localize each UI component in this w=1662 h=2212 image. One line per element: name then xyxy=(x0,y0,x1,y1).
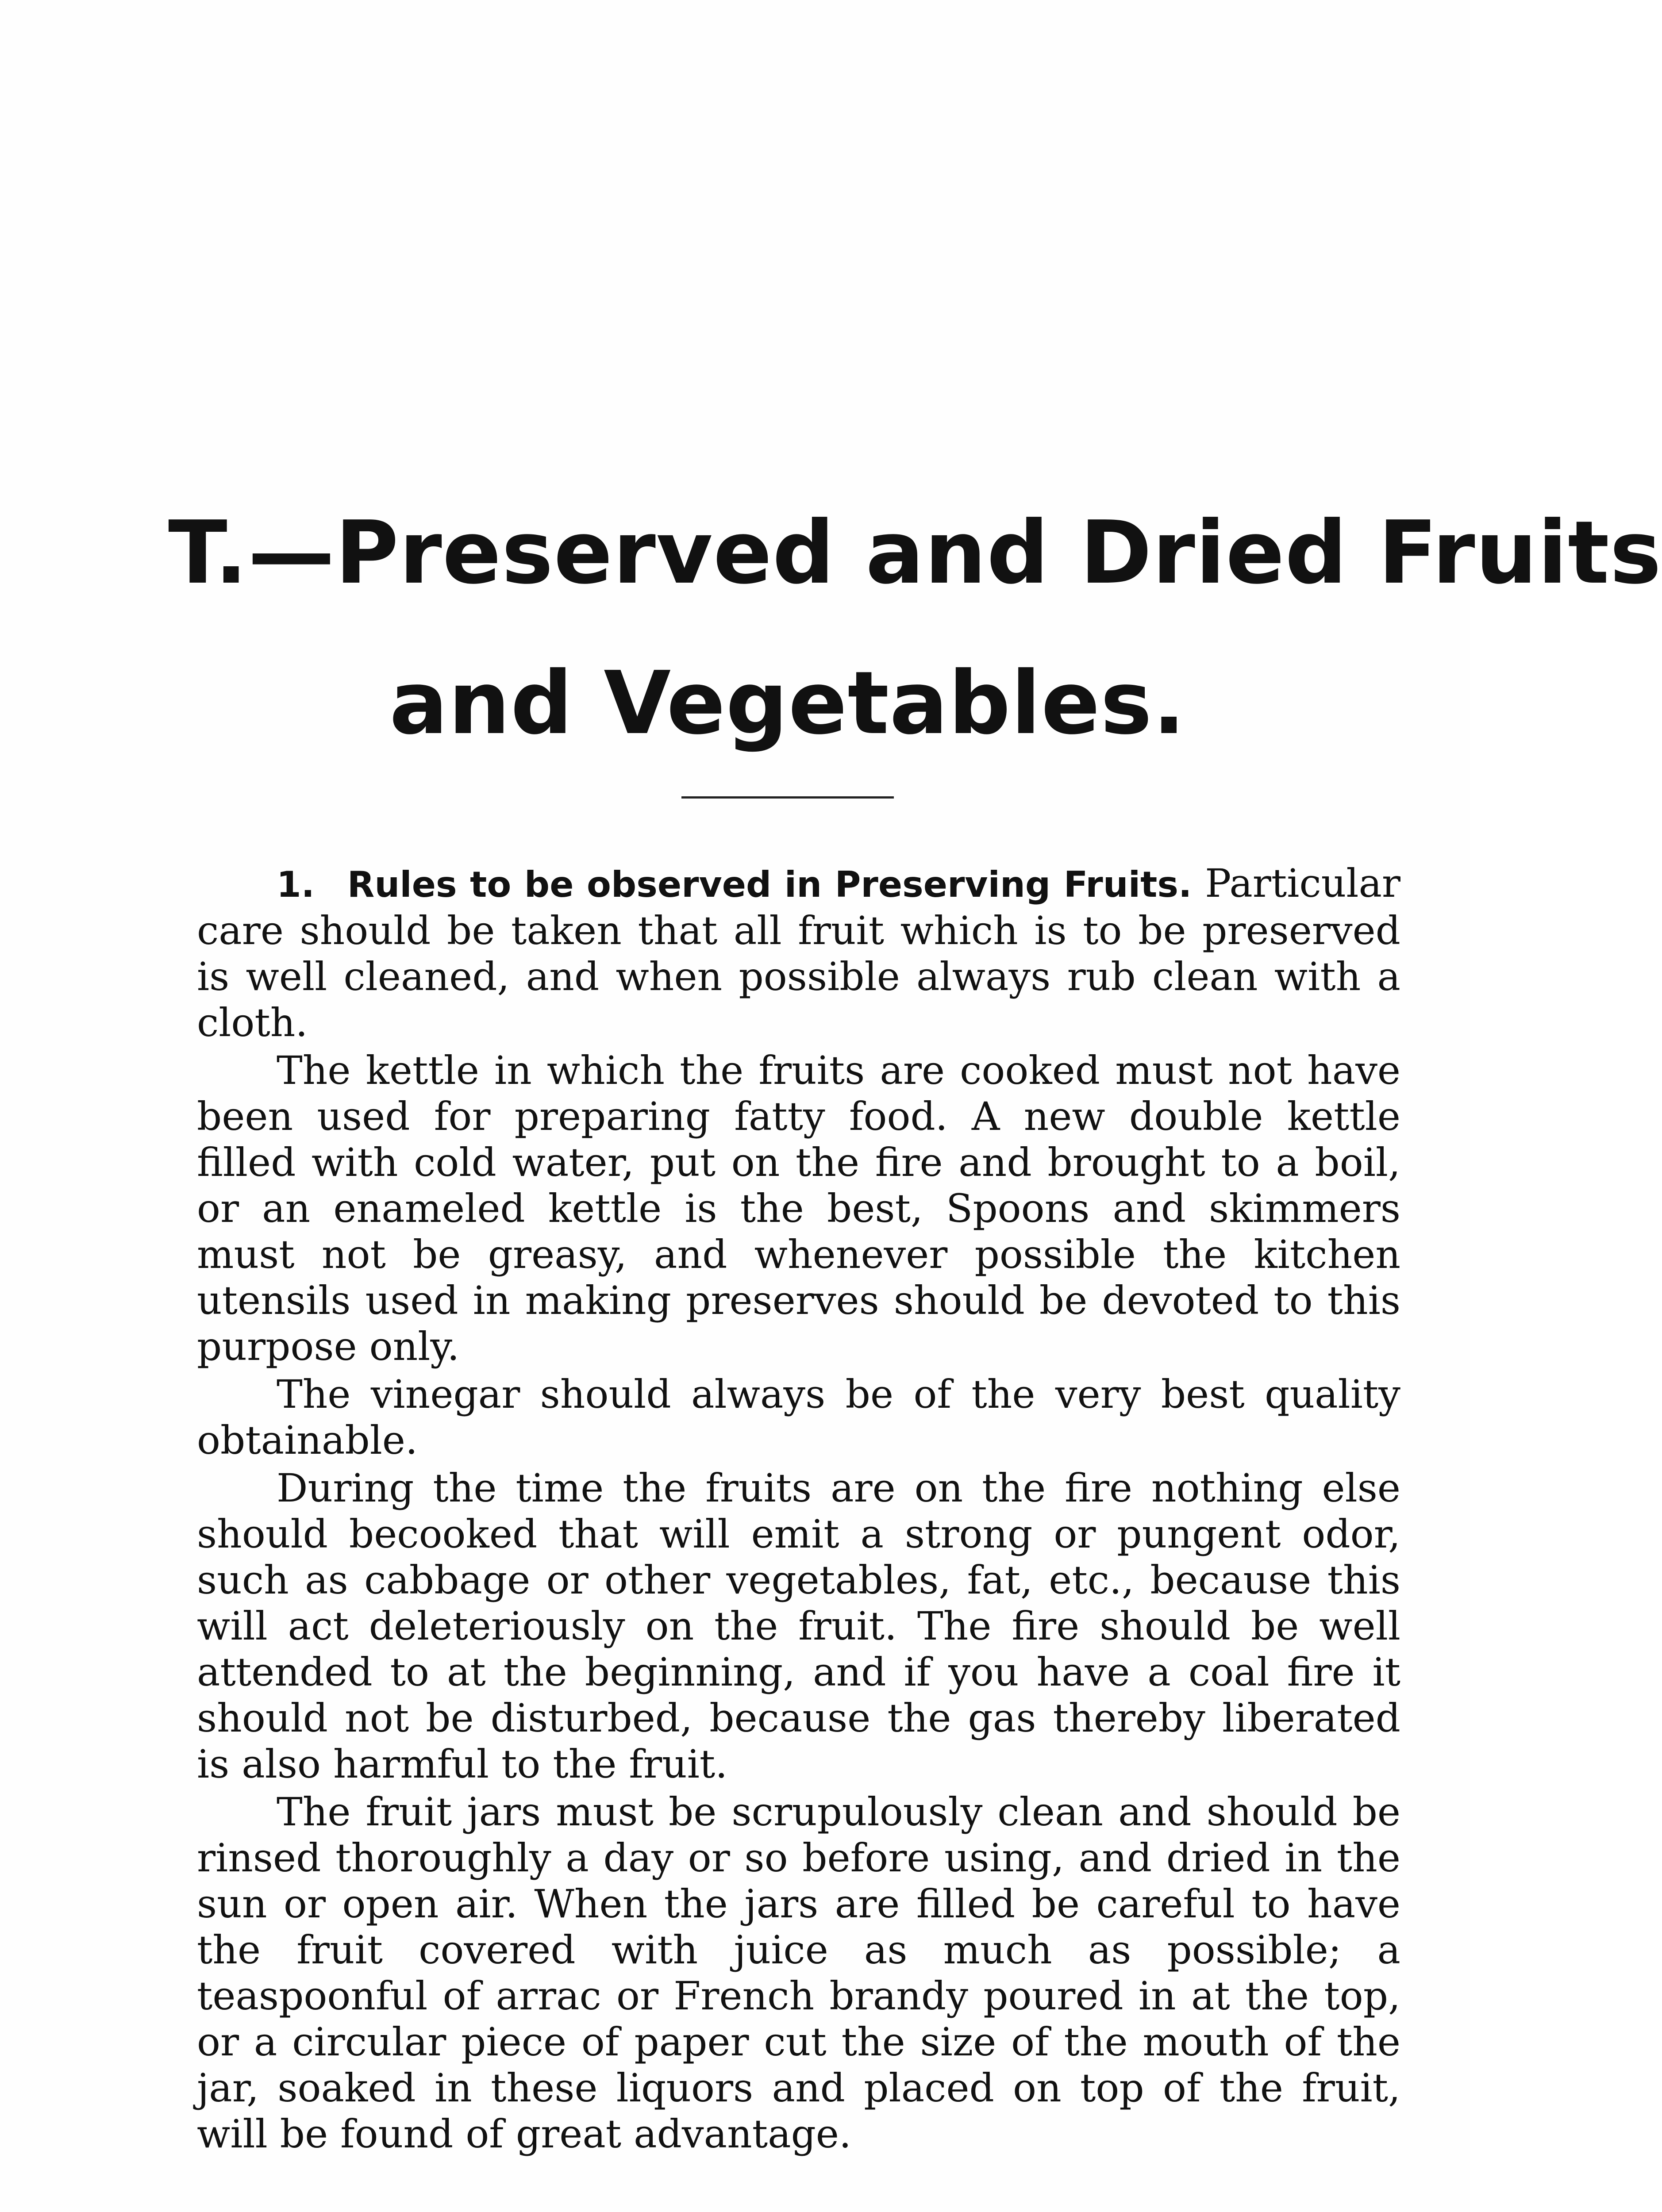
chapter-title xyxy=(168,478,1662,779)
body-text xyxy=(197,860,1400,2159)
title-divider xyxy=(681,796,894,799)
section-heading: Rules to be observed in Preserving Fruits. xyxy=(347,864,1192,905)
paragraph-fire: During the time the fruits are on the fire nothing else should becooked that will emit a strong or pungent odor, such as cabbage or other vegetables, fat, etc., because this will act deleteriously on the fruit. The fire should be well attended to at the beginning, and if you have a coal fire it should not be disturbed, because the gas thereby liberated is also harmful to the fruit. xyxy=(197,1465,1400,1787)
paragraph-vinegar: The vinegar should always be of the very best quality obtainable. xyxy=(197,1371,1400,1463)
chapter-title-line-2: and Vegetables. xyxy=(389,653,1186,754)
section-paragraph xyxy=(197,860,1400,1046)
paragraph-kettle: The kettle in which the fruits are cooked must not have been used for preparing fatty food. A new double kettle filled with cold water, put on the fire and brought to a boil, or an enameled kettle is the best, Spoons and skimmers must not be greasy, and whenever possible the kitchen utensils used in making preserves should be devoted to this purpose only. xyxy=(197,1048,1400,1369)
section-lead-text: Particular care should be taken that all fruit which is to be preserved is well cleaned, and when possible always rub clean with a cloth. xyxy=(197,860,1400,1045)
section-number: 1. xyxy=(277,864,315,905)
paragraph-jars: The fruit jars must be scrupulously clean and should be rinsed thoroughly a day or so before using, and dried in the sun or open air. When the jars are filled be careful to have the fruit covered with juice as much as possible; a teaspoonful of arrac or French brandy poured in at the top, or a circular piece of paper cut the size of the mouth of the jar, soaked in these liquors and placed on top of the fruit, will be found of great advantage. xyxy=(197,1789,1400,2157)
chapter-title-line-1: T.—Preserved and Dried Fruits xyxy=(168,503,1662,603)
